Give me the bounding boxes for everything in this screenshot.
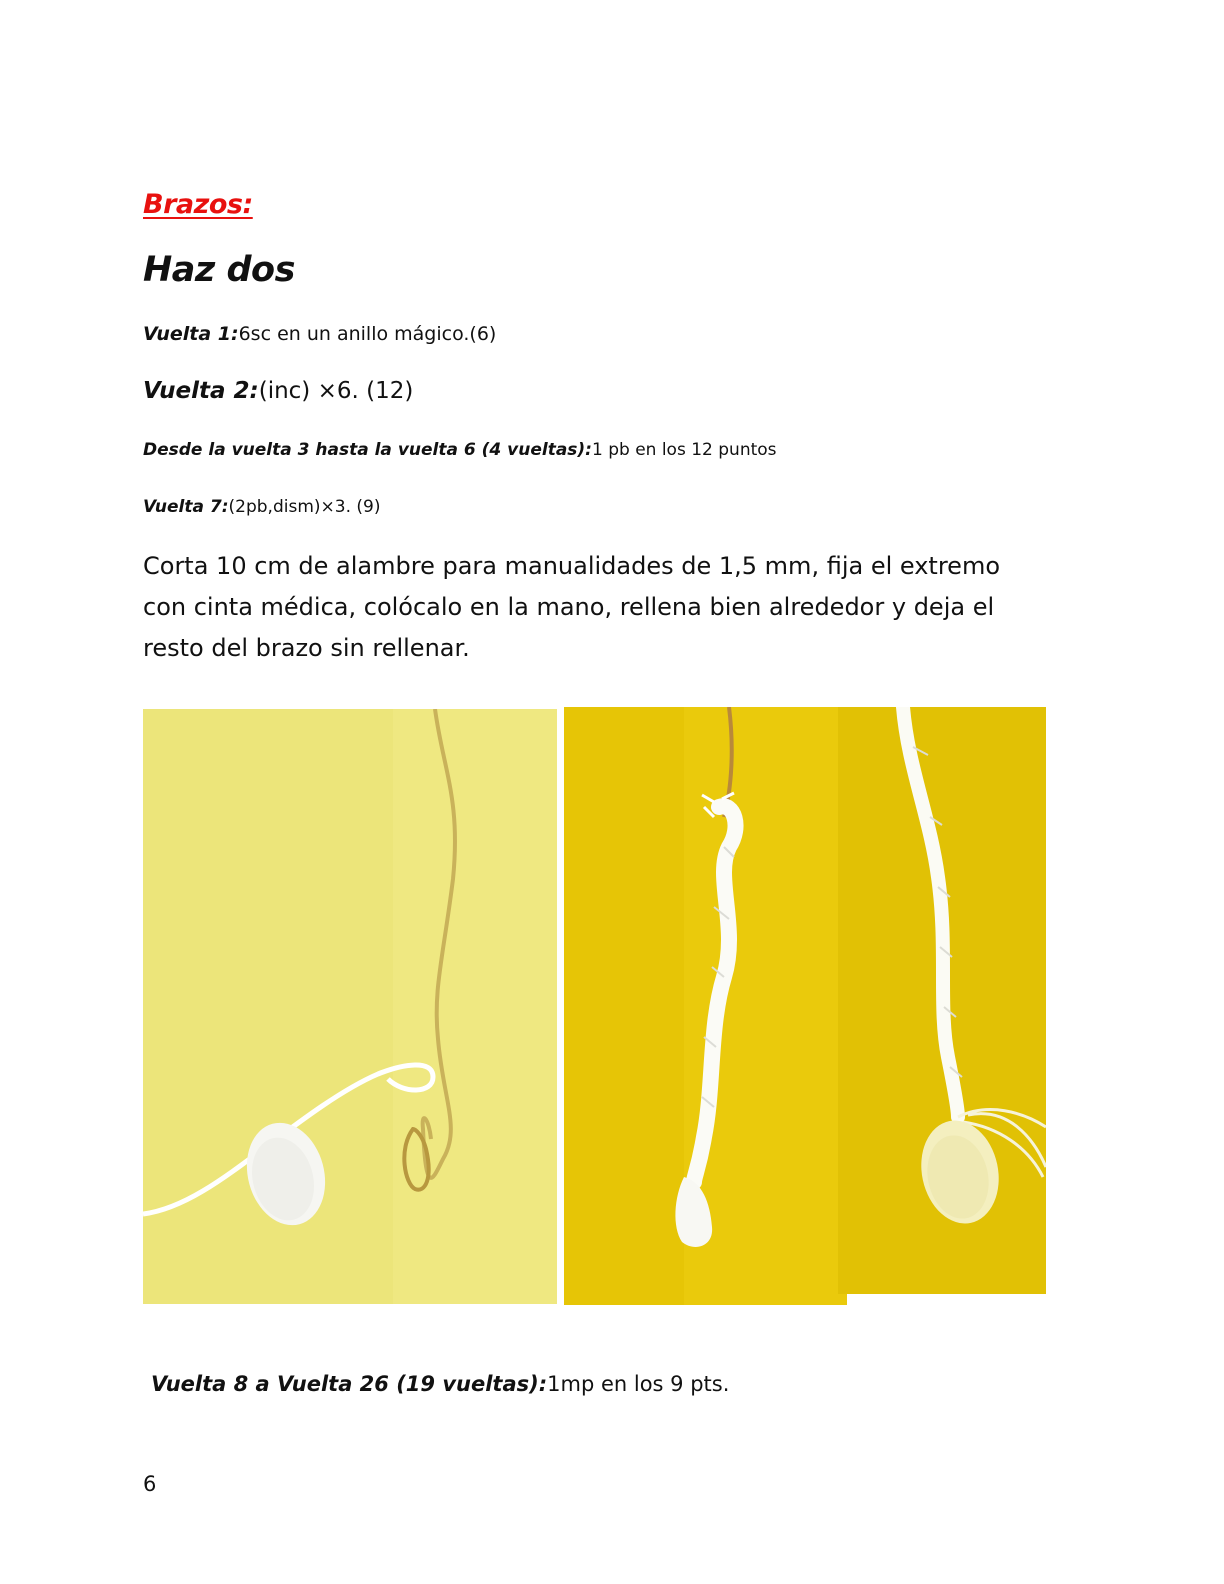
round-1: [143, 323, 496, 345]
subtitle: Haz dos: [143, 250, 295, 290]
round-8-26: [151, 1372, 729, 1396]
round-1-label: Vuelta 1:: [143, 323, 239, 345]
round-3-6-text: 1 pb en los 12 puntos: [591, 440, 777, 460]
round-8-26-label: Vuelta 8 a Vuelta 26 (19 vueltas):: [151, 1372, 548, 1396]
round-2-label: Vuelta 2:: [143, 378, 259, 404]
round-7-label: Vuelta 7:: [143, 497, 229, 517]
round-2-text: (inc) ×6. (12): [258, 378, 414, 404]
round-8-26-text: 1mp en los 9 pts.: [547, 1372, 730, 1396]
instruction-paragraph: Corta 10 cm de alambre para manualidades de 1,5 mm, fija el extremo con cinta médica, colócalo en la mano, rellena bien alrededor y deja el resto del brazo sin rellenar.: [143, 552, 1001, 662]
round-3-6: [143, 440, 777, 460]
taped-wire-photo: [564, 707, 847, 1305]
round-2: [143, 378, 413, 404]
section-title: Brazos:: [143, 189, 253, 220]
round-7-text: (2pb,dism)×3. (9): [228, 497, 381, 517]
arm-with-wire-photo: [838, 707, 1046, 1294]
round-3-6-label: Desde la vuelta 3 hasta la vuelta 6 (4 vueltas):: [143, 440, 592, 460]
round-7: [143, 497, 380, 517]
crochet-hand-with-wire-photo: [143, 709, 557, 1304]
round-1-text: 6sc en un anillo mágico.(6): [238, 323, 497, 345]
page-number: 6: [143, 1472, 157, 1496]
